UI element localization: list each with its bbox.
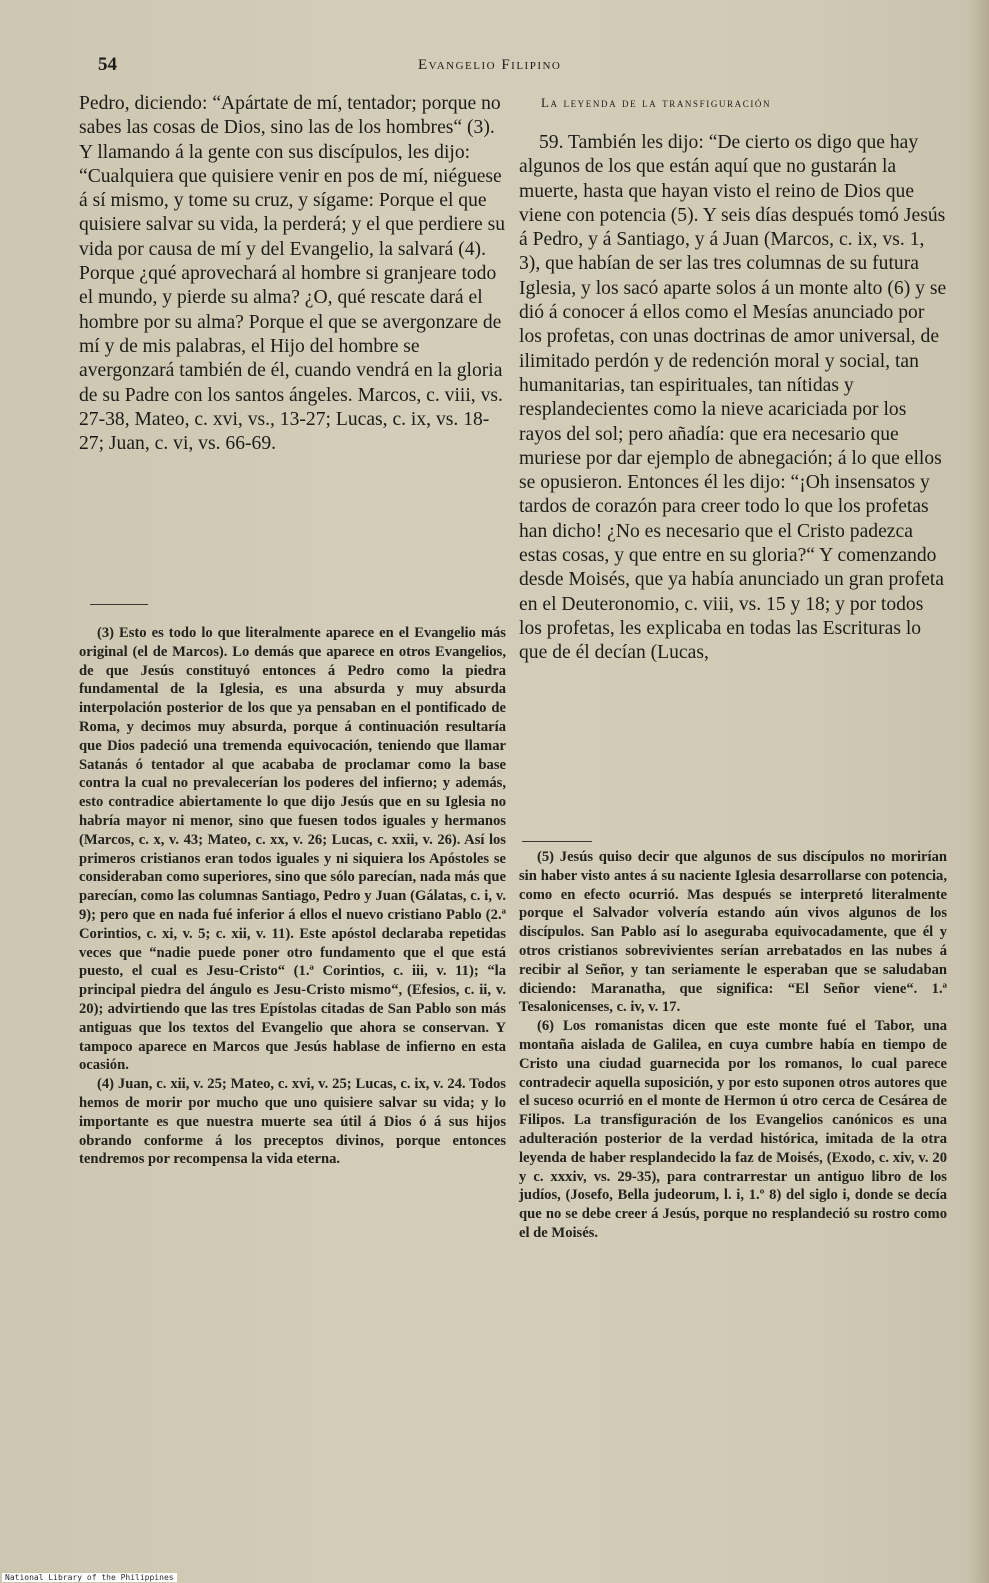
footnote-5: (5) Jesús quiso decir que algunos de sus discípulos no morirían sin haber visto antes á su naciente Iglesia desarrollarse con potencia, como en efecto ocurrió. Mas después se interpretó literalmente porque el Salvador volvería estando aún vivos algunos de los discípulos. San Pablo así lo aseguraba equivocadamente, que él y otros cristianos sobrevivientes serían arrebatados en las nubes á recibir al Señor, y tan seriamente le esperaban que se saludaban diciendo: Maranatha, que significa: “El Señor viene“. 1.ª Tesalonicenses, c. iv, v. 17. — [519, 849, 947, 1016]
footnote-6: (6) Los romanistas dicen que este monte fué el Tabor, una montaña aislada de Galilea, en cuya cumbre había en tiempo de Cristo una ciudad guarnecida por los romanos, lo cual parece contradecir aquella suposición, y por esto suponen otros autores que el suceso ocurrió en el monte de Hermon ú otro cerca de Cesárea de Filipos. La transfiguración de los Evangelios canónicos es una adulteración posterior de la verdad histórica, imitada de la otra leyenda de haber resplandecido la faz de Moisés, (Exodo, c. xiv, v. 20 y c. xxxiv, vs. 29-35), para contrarrestar un antiguo libro de los judíos, (Josefo, Bella judeorum, l. i, 1.º 8) del siglo i, donde se decía que no se debe creer á Jesús, porque no resplandeció su rostro como el de Moisés. — [519, 1018, 947, 1241]
footnote-4: (4) Juan, c. xii, v. 25; Mateo, c. xvi, v. 25; Lucas, c. ix, v. 24. Todos hemos de morir por mucho que uno quisiere salvar su vida; y lo importante es que nuestra muerte sea útil á Dios ó á sus hijos obrando conforme á los preceptos divinos, porque entonces tendremos por recompensa la vida eterna. — [79, 1076, 506, 1168]
right-column-footnotes — [519, 848, 947, 1243]
library-watermark: National Library of the Philippines — [2, 1573, 177, 1582]
left-footnote-divider — [90, 604, 148, 605]
left-column-main-text: Pedro, diciendo: “Apártate de mí, tentador; porque no sabes las cosas de Dios, sino las de los hombres“ (3). Y llamando á la gente con sus discípulos, les dijo: “Cualquiera que quisiere venir en pos de mí, niéguese á sí mismo, y tome su cruz, y sígame: Porque el que quisiere salvar su vida, la perderá; y el que perdiere su vida por causa de mí y del Evangelio, la salvará (4). Porque ¿qué aprovechará al hombre si granjeare todo el mundo, y pierde su alma? ¿O, qué rescate dará el hombre por su alma? Porque el que se avergonzare de mí y de mis palabras, el Hijo del hombre se avergonzará también de él, cuando vendrá en la gloria de su Padre con los santos ángeles. Marcos, c. viii, vs. 27-38, Mateo, c. xvi, vs., 13-27; Lucas, c. ix, vs. 18-27; Juan, c. vi, vs. 66-69. — [79, 93, 505, 455]
footnote-3: (3) Esto es todo lo que literalmente aparece en el Evangelio más original (el de Marcos). Lo demás que aparece en otros Evangelios, de que Jesús constituyó entonces á Pedro como la piedra fundamental de la Iglesia, es una absurda y muy absurda interpolación posterior de los que ya pensaban en el pontificado de Roma, y decimos muy absurda, porque á continuación resultaría que Dios padeció una tremenda equivocación, teniendo que llamar Satanás ó tentador al que acababa de proclamar como la base contra la cual no prevalecerían los poderes del infierno; y además, esto contradice abiertamente lo que dijo Jesús que en su Iglesia no habría mayor ni menor, sino que fuesen todos iguales y hermanos (Marcos, c. x, v. 43; Mateo, c. xx, v. 26; Lucas, c. xxii, v. 26). Así los primeros cristianos eran todos iguales y ni siquiera los Apóstoles se consideraban como superiores, sino que sólo parecían, nada más que parecían, como las columnas Santiago, Pedro y Juan (Gálatas, c. i, v. 9); pero que en nada fué inferior á ellos el nuevo cristiano Pablo (2.ª Corintios, c. xi, v. 5; c. xii, v. 11). Este apóstol declaraba repetidas veces que “nadie puede poner otro fundamento que el que está puesto, el cual es Jesu-Cristo“ (1.ª Corintios, c. iii, v. 11); “la principal piedra del ángulo es Jesu-Cristo mismo“, (Efesios, c. ii, v. 20); advirtiendo que las tres Epístolas citadas de San Pablo son más antiguas que los textos del Evangelio que ahora se conservan. Y tampoco aparece en Marcos que Jesús hablase de infierno en esta ocasión. — [79, 625, 506, 1074]
page-header — [98, 54, 938, 84]
section-heading: La leyenda de la transfiguración — [541, 95, 772, 110]
page-edge-shadow — [967, 0, 989, 1583]
right-footnote-divider — [522, 841, 592, 842]
running-title: Evangelio Filipino — [418, 57, 562, 73]
right-column-main-text: 59. También les dijo: “De cierto os digo que hay algunos de los que están aquí que no gustarán la muerte, hasta que hayan visto el reino de Dios que viene con potencia (5). Y seis días después tomó Jesús á Pedro, y á Santiago, y á Juan (Marcos, c. ix, vs. 1, 3), que habían de ser las tres columnas de su futura Iglesia, y los sacó aparte solos á un monte alto (6) y se dió á conocer á ellos como el Mesías anunciado por los profetas, con unas doctrinas de amor universal, de ilimitado perdón y de redención moral y social, tan humanitarias, tan espirituales, tan nítidas y resplandecientes como la nieve acariciada por los rayos del sol; pero añadía: que era necesario que muriese por dar ejemplo de abnegación; á lo que ellos se opusieron. Entonces él les dijo: “¡Oh insensatos y tardos de corazón para creer todo lo que los profetas han dicho! ¿No es necesario que el Cristo padezca estas cosas, y que entre en su gloria?“ Y comenzando desde Moisés, que ya había anunciado un gran profeta en el Deuteronomio, c. viii, vs. 15 y 18; y por todos los profetas, les explicaba en todas las Escrituras lo que de él decían (Lucas, — [519, 132, 947, 664]
page-number: 54 — [98, 54, 117, 75]
left-column-footnotes — [79, 624, 506, 1169]
